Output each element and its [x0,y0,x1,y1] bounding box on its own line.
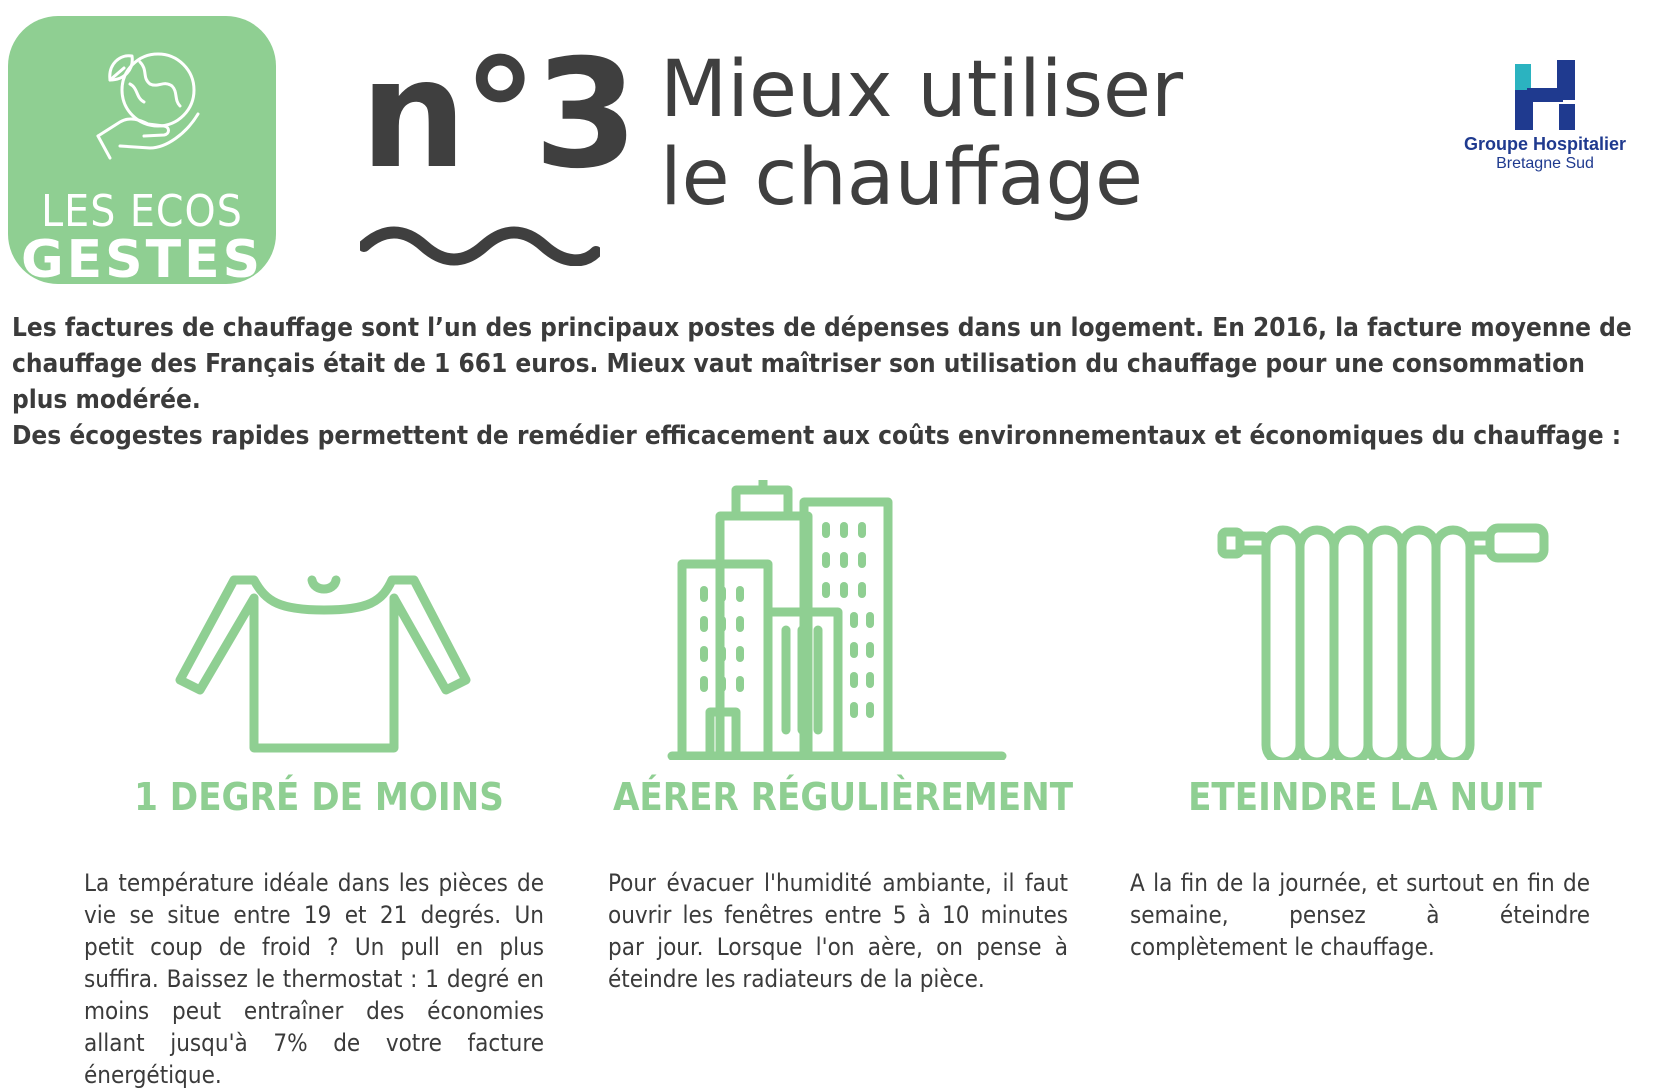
logo-name: Groupe Hospitalier [1463,134,1627,154]
badge-line-les-ecos: LES ECOS [41,186,243,237]
title-line-1: Mieux utiliser [660,45,1184,135]
intro-paragraph-2: Des écogestes rapides permettent de remédier efficacement aux coûts environnementaux et économiques du chauffage : [12,421,1622,451]
badge-line-gestes: GESTES [20,230,264,290]
tip-text: A la fin de la journée, et surtout en fin de semaine, pensez à éteindre complètement le chauffage. [1130,869,1590,961]
hospital-logo [1450,60,1640,173]
intro-paragraph-1: Les factures de chauffage sont l’un des principaux postes de dépenses dans un logement. En 2016, la facture moyenne de chauffage des Français était de 1 661 euros. Mieux vaut maîtriser son utilisation du chauffage pour une consommation plus modérée. [12,313,1632,415]
tip-text: Pour évacuer l'humidité ambiante, il faut ouvrir les fenêtres entre 5 à 10 minutes par jour. Lorsque l'on aère, on pense à éteindre les radiateurs de la pièce. [608,869,1068,993]
hand-globe-icon [90,40,210,180]
intro-text [12,310,1642,454]
title-line-2: le chauffage [660,133,1144,223]
tip-title: ETEINDRE LA NUIT [1188,775,1542,819]
tip-title: AÉRER RÉGULIÈREMENT [612,775,1074,819]
sweater-icon [84,480,554,760]
radiator-icon [1130,480,1600,760]
eco-gestes-badge [8,16,276,290]
tip-title: 1 DEGRÉ DE MOINS [134,775,504,819]
wave-decoration [360,226,600,266]
issue-number: n°3 [360,28,635,202]
h-logo-icon [1513,60,1577,130]
buildings-icon [608,480,1078,760]
logo-subtitle: Bretagne Sud [1496,155,1594,172]
page-title [660,46,1183,222]
tip-text: La température idéale dans les pièces de vie se situe entre 19 et 21 degrés. Un petit coup de froid ? Un pull en plus suffira. Baissez le thermostat : 1 degré en moins peut entraîner des économies allant jusqu'à 7% de votre facture énergétique. [84,869,544,1089]
